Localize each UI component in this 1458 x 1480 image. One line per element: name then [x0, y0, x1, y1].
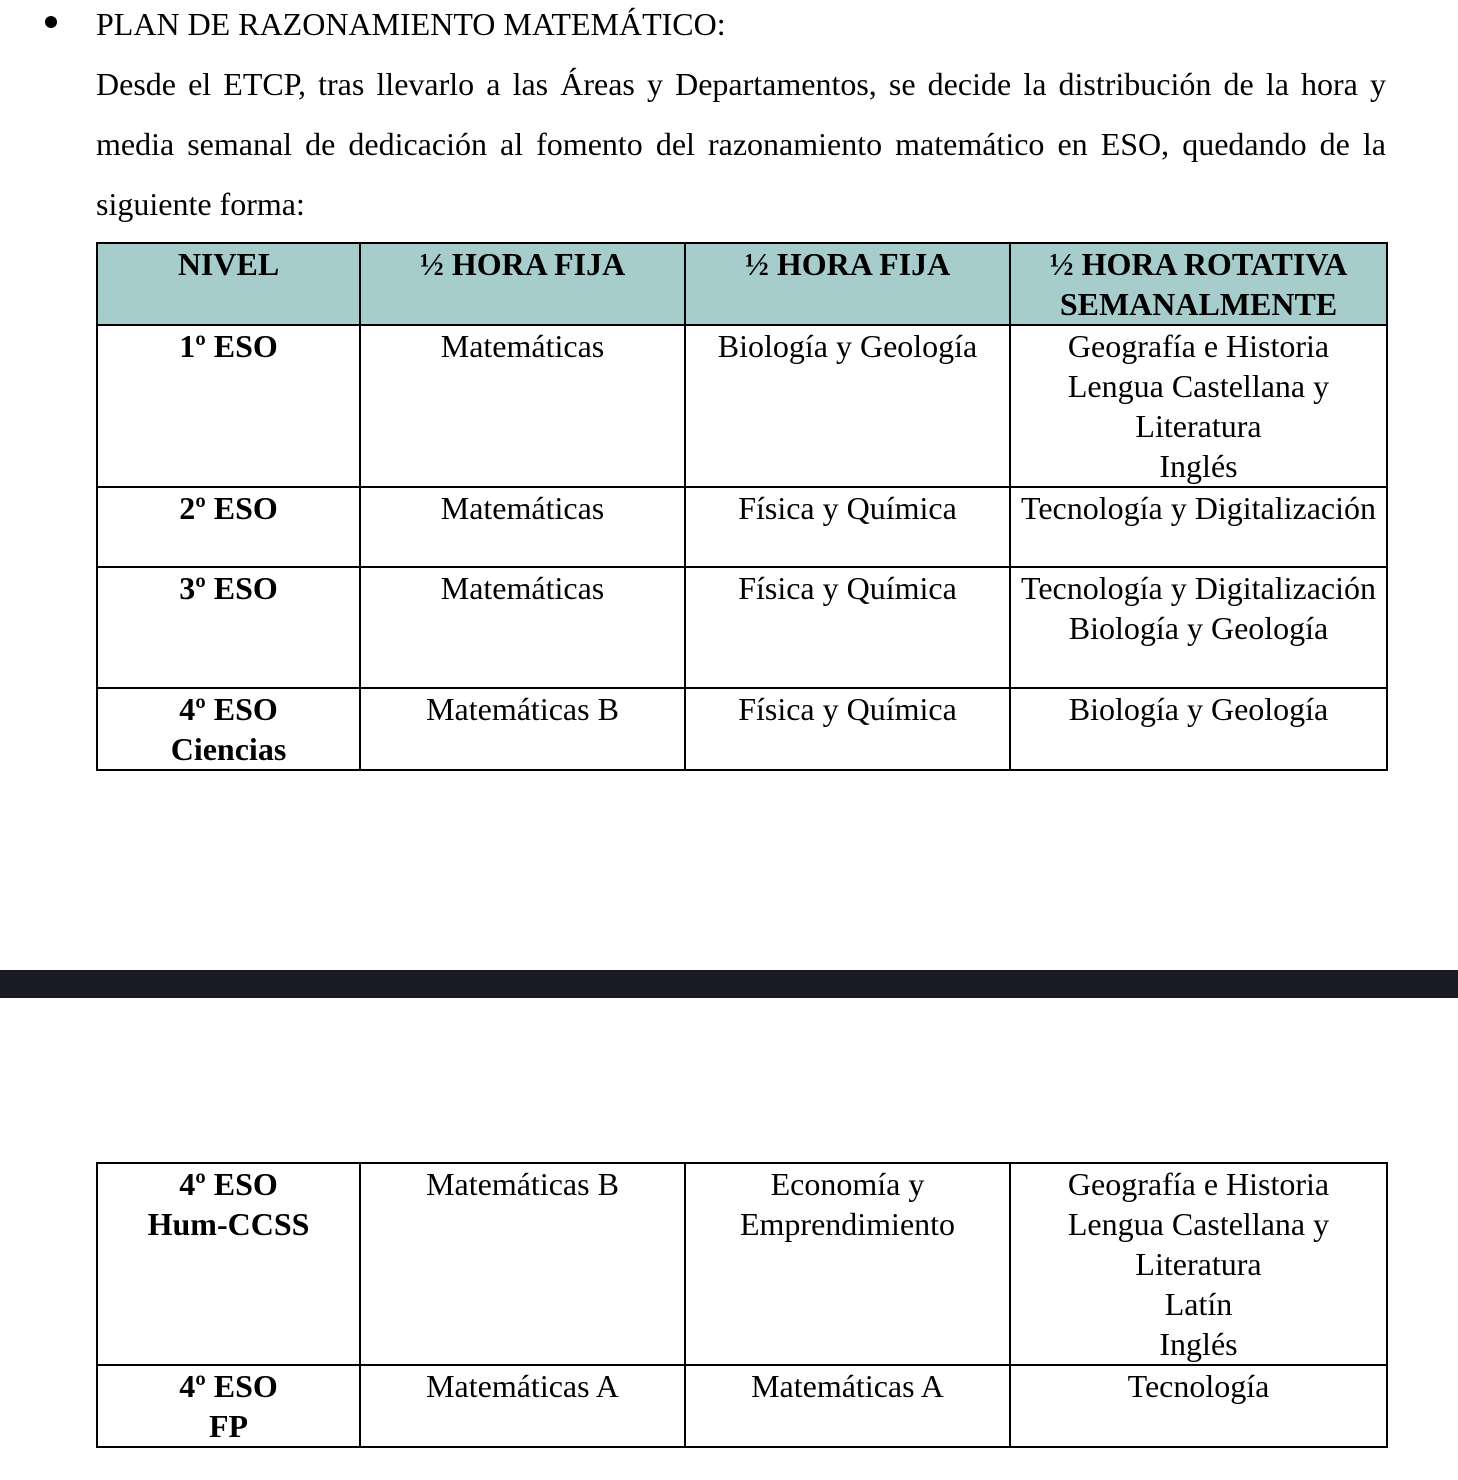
- cell-text: Biología y Geología: [717, 328, 978, 364]
- table-body: [97, 1163, 1387, 1447]
- cell-text: Tecnología: [1127, 1368, 1270, 1404]
- table-row: [97, 1365, 1387, 1447]
- cell-rotativa: [1010, 1365, 1387, 1447]
- cell-text: Inglés: [1159, 1326, 1238, 1362]
- cell-rotativa: [1010, 487, 1387, 567]
- header-hora-rotativa: ½ HORA ROTATIVA SEMANALMENTE: [1010, 243, 1387, 325]
- cell-text: Matemáticas B: [426, 691, 619, 727]
- cell-text: Biología y Geología: [1068, 691, 1329, 727]
- cell-fija2: [685, 688, 1010, 770]
- cell-fija2: [685, 1163, 1010, 1365]
- table-header-row: [97, 243, 1387, 325]
- cell-nivel: [97, 688, 360, 770]
- cell-text: Biología y Geología: [1068, 610, 1329, 646]
- cell-text: Latín: [1164, 1286, 1233, 1322]
- cell-fija1: [360, 567, 685, 688]
- cell-fija2: [685, 487, 1010, 567]
- table-row: [97, 487, 1387, 567]
- cell-nivel: [97, 567, 360, 688]
- cell-text: Geografía e Historia: [1067, 1166, 1330, 1202]
- cell-rotativa: [1010, 325, 1387, 487]
- cell-text: Hum-CCSS: [147, 1206, 310, 1242]
- schedule-table-page-2: [96, 1162, 1388, 1448]
- cell-text: Física y Química: [738, 691, 957, 727]
- cell-rotativa: [1010, 688, 1387, 770]
- cell-fija2: [685, 1365, 1010, 1447]
- cell-text: Tecnología y Digitalización: [1021, 490, 1376, 526]
- cell-text: Tecnología y Digitalización: [1021, 570, 1376, 606]
- cell-text: Física y Química: [738, 570, 957, 606]
- cell-text: Lengua Castellana y Literatura: [1067, 368, 1330, 444]
- table-body: [97, 325, 1387, 770]
- cell-text: Economía y Emprendimiento: [739, 1166, 956, 1242]
- cell-text: Matemáticas: [440, 328, 605, 364]
- cell-text: 1º ESO: [179, 328, 278, 364]
- cell-nivel: [97, 1365, 360, 1447]
- table-row: [97, 688, 1387, 770]
- cell-text: 2º ESO: [179, 490, 278, 526]
- bullet-icon: [45, 16, 57, 28]
- table-row: [97, 325, 1387, 487]
- cell-nivel: [97, 1163, 360, 1365]
- header-hora-fija-1: ½ HORA FIJA: [360, 243, 685, 325]
- cell-fija2: [685, 325, 1010, 487]
- cell-text: 3º ESO: [179, 570, 278, 606]
- cell-text: Geografía e Historia: [1067, 328, 1330, 364]
- cell-text: Matemáticas: [440, 490, 605, 526]
- cell-fija1: [360, 487, 685, 567]
- cell-nivel: [97, 325, 360, 487]
- cell-text: Matemáticas A: [751, 1368, 944, 1404]
- table-row: [97, 1163, 1387, 1365]
- section-heading: PLAN DE RAZONAMIENTO MATEMÁTICO:: [96, 6, 726, 42]
- cell-fija1: [360, 1365, 685, 1447]
- header-hora-fija-2: ½ HORA FIJA: [685, 243, 1010, 325]
- cell-nivel: [97, 487, 360, 567]
- page-divider: [0, 970, 1458, 998]
- cell-fija1: [360, 325, 685, 487]
- cell-text: Matemáticas: [440, 570, 605, 606]
- cell-fija1: [360, 1163, 685, 1365]
- cell-text: 4º ESO: [179, 691, 278, 727]
- cell-fija2: [685, 567, 1010, 688]
- cell-text: 4º ESO: [179, 1166, 278, 1202]
- cell-text: Ciencias: [170, 731, 287, 767]
- cell-text: Matemáticas A: [426, 1368, 619, 1404]
- cell-text: Inglés: [1159, 448, 1238, 484]
- cell-text: Lengua Castellana y Literatura: [1067, 1206, 1330, 1282]
- cell-text: Física y Química: [738, 490, 957, 526]
- cell-rotativa: [1010, 1163, 1387, 1365]
- cell-fija1: [360, 688, 685, 770]
- intro-paragraph: Desde el ETCP, tras llevarlo a las Áreas y Departamentos, se decide la distribución de la hora y media semanal de dedicación al fomento del razonamiento matemático en ESO, quedando de la siguiente forma:: [96, 66, 1386, 222]
- table-row: [97, 567, 1387, 688]
- cell-text: 4º ESO: [179, 1368, 278, 1404]
- schedule-table-page-1: [96, 242, 1388, 771]
- cell-text: FP: [208, 1408, 249, 1444]
- cell-rotativa: [1010, 567, 1387, 688]
- cell-text: Matemáticas B: [426, 1166, 619, 1202]
- header-nivel: NIVEL: [97, 243, 360, 325]
